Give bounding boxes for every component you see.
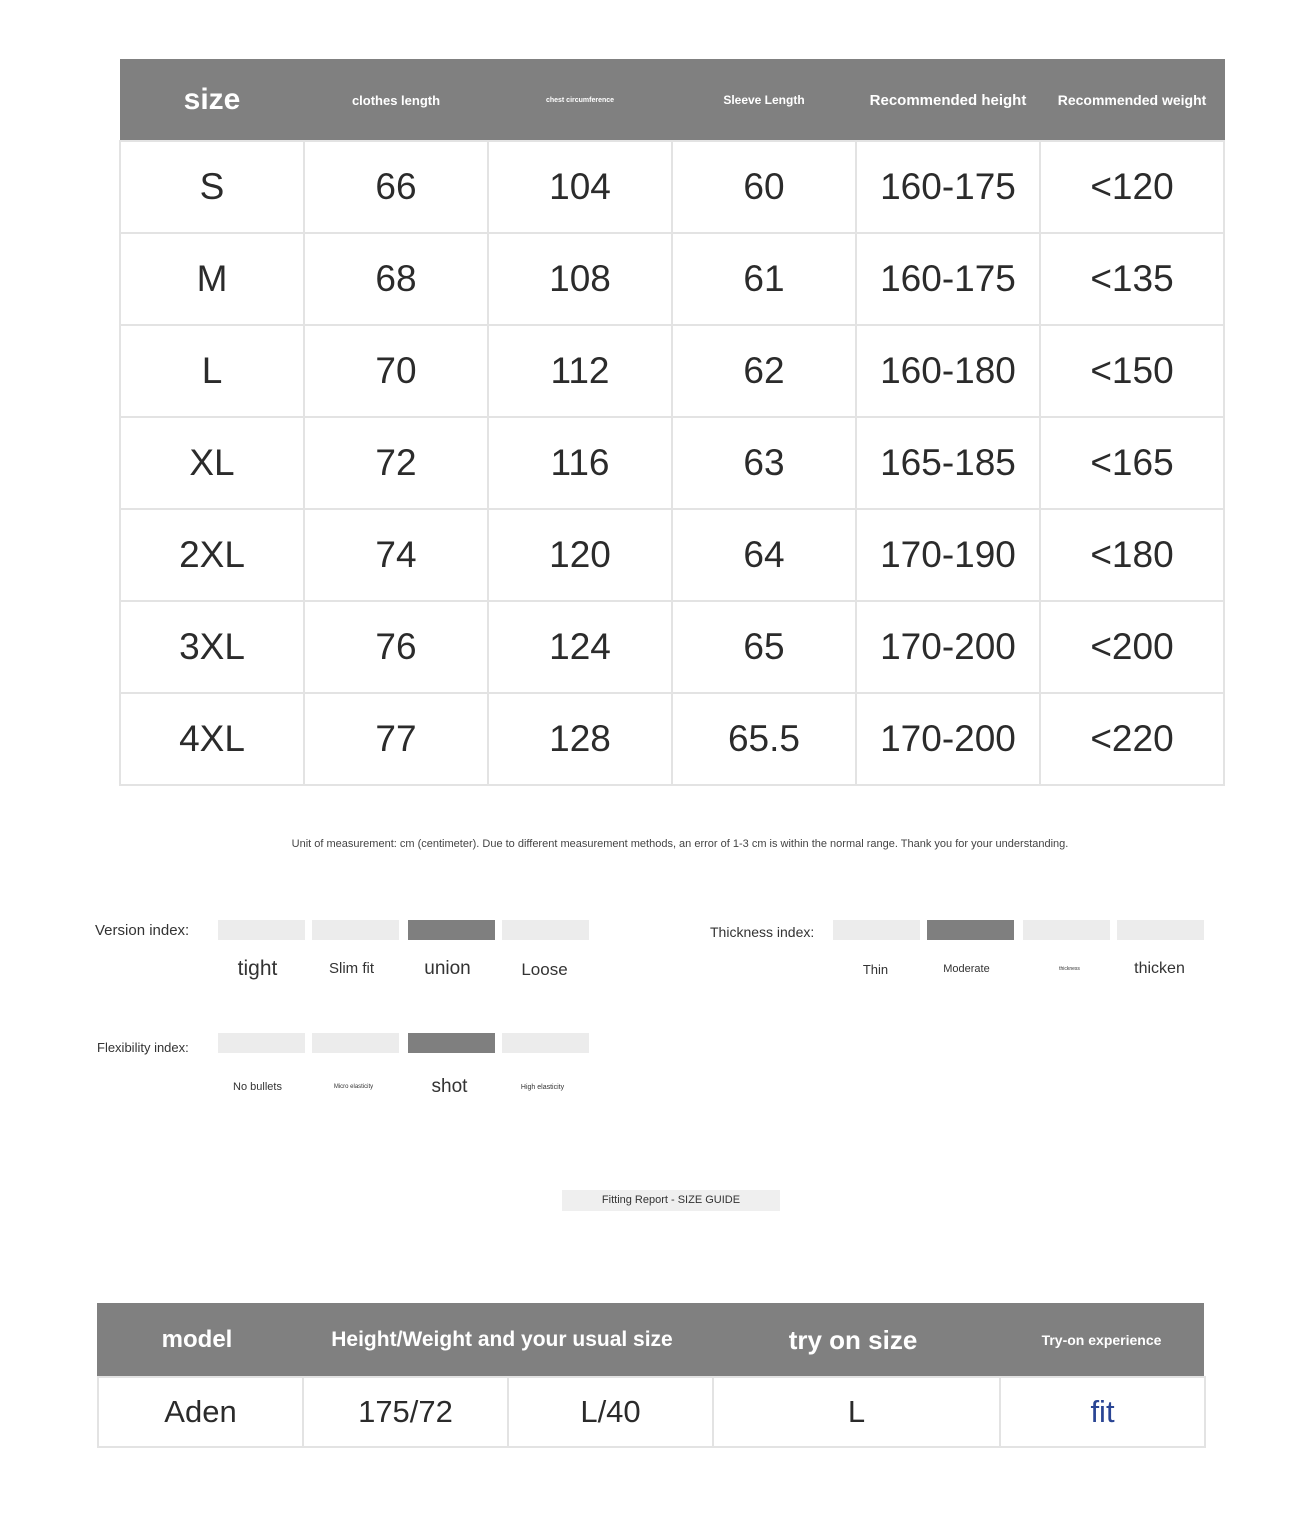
version-index-bar bbox=[408, 920, 495, 940]
fitting-report-table bbox=[97, 1376, 1206, 1448]
cell-weight: <220 bbox=[1040, 693, 1224, 785]
cell-length: 66 bbox=[304, 141, 488, 233]
flexibility-option-high-elasticity: High elasticity bbox=[520, 1084, 565, 1091]
cell-weight: <165 bbox=[1040, 417, 1224, 509]
table-row bbox=[120, 693, 1224, 785]
cell-sleeve: 65.5 bbox=[672, 693, 856, 785]
header-size: size bbox=[120, 60, 304, 142]
cell-length: 74 bbox=[304, 509, 488, 601]
header-recommended-height: Recommended height bbox=[856, 60, 1040, 142]
header-height-weight-usual-size: Height/Weight and your usual size bbox=[331, 1328, 673, 1351]
cell-sleeve: 63 bbox=[672, 417, 856, 509]
thickness-index-bar bbox=[927, 920, 1014, 940]
thickness-option-thicken: thicken bbox=[1134, 960, 1185, 977]
cell-height-weight: 175/72 bbox=[303, 1377, 508, 1447]
table-row bbox=[98, 1377, 1205, 1447]
cell-model-name: Aden bbox=[98, 1377, 303, 1447]
header-model: model bbox=[161, 1326, 233, 1353]
cell-height: 170-190 bbox=[856, 509, 1040, 601]
table-row bbox=[120, 325, 1224, 417]
cell-weight: <150 bbox=[1040, 325, 1224, 417]
size-chart-header-row bbox=[120, 60, 1224, 142]
table-row bbox=[120, 509, 1224, 601]
cell-sleeve: 60 bbox=[672, 141, 856, 233]
cell-size: S bbox=[120, 141, 304, 233]
table-row bbox=[120, 233, 1224, 325]
header-recommended-weight: Recommended weight bbox=[1040, 60, 1224, 142]
cell-height: 160-180 bbox=[856, 325, 1040, 417]
cell-weight: <200 bbox=[1040, 601, 1224, 693]
cell-size: XL bbox=[120, 417, 304, 509]
header-chest-circumference: chest circumference bbox=[488, 60, 672, 142]
cell-weight: <135 bbox=[1040, 233, 1224, 325]
thickness-index-bar bbox=[1023, 920, 1110, 940]
cell-size: M bbox=[120, 233, 304, 325]
version-index-bar bbox=[312, 920, 399, 940]
cell-chest: 124 bbox=[488, 601, 672, 693]
thickness-index-bar bbox=[1117, 920, 1204, 940]
cell-height: 165-185 bbox=[856, 417, 1040, 509]
cell-size: L bbox=[120, 325, 304, 417]
cell-size: 3XL bbox=[120, 601, 304, 693]
cell-sleeve: 65 bbox=[672, 601, 856, 693]
cell-chest: 104 bbox=[488, 141, 672, 233]
cell-height: 170-200 bbox=[856, 601, 1040, 693]
measurement-note: Unit of measurement: cm (centimeter). Due to different measurement methods, an error of 1-3 cm is within the normal range. Thank you for your understanding. bbox=[291, 838, 1069, 850]
cell-weight: <180 bbox=[1040, 509, 1224, 601]
version-index-label: Version index: bbox=[95, 922, 190, 939]
size-chart-table bbox=[119, 59, 1225, 786]
header-sleeve-length: Sleeve Length bbox=[672, 60, 856, 142]
flexibility-index-bar bbox=[502, 1033, 589, 1053]
cell-try-on-experience: fit bbox=[1000, 1377, 1205, 1447]
header-clothes-length: clothes length bbox=[304, 60, 488, 142]
version-option-loose: Loose bbox=[521, 960, 568, 979]
cell-length: 76 bbox=[304, 601, 488, 693]
header-try-on-experience: Try-on experience bbox=[1041, 1332, 1162, 1348]
thickness-option-moderate: Moderate bbox=[943, 963, 990, 975]
version-option-union: union bbox=[424, 958, 471, 979]
flexibility-option-shot: shot bbox=[431, 1076, 468, 1097]
cell-usual-size: L/40 bbox=[508, 1377, 713, 1447]
thickness-option-thin: Thin bbox=[862, 962, 889, 977]
cell-sleeve: 62 bbox=[672, 325, 856, 417]
header-try-on-size: try on size bbox=[788, 1325, 918, 1355]
cell-chest: 108 bbox=[488, 233, 672, 325]
cell-try-on-size: L bbox=[713, 1377, 1000, 1447]
cell-chest: 128 bbox=[488, 693, 672, 785]
table-row bbox=[120, 141, 1224, 233]
cell-length: 72 bbox=[304, 417, 488, 509]
flexibility-index-bar bbox=[218, 1033, 305, 1053]
fitting-report-header bbox=[97, 1303, 1204, 1377]
flexibility-option-no-bullets: No bullets bbox=[233, 1081, 282, 1093]
version-index-bar bbox=[502, 920, 589, 940]
cell-sleeve: 64 bbox=[672, 509, 856, 601]
thickness-option-thickness: thickness bbox=[1059, 966, 1080, 972]
cell-size: 4XL bbox=[120, 693, 304, 785]
flexibility-index-bar bbox=[408, 1033, 495, 1053]
cell-length: 70 bbox=[304, 325, 488, 417]
cell-chest: 116 bbox=[488, 417, 672, 509]
cell-height: 160-175 bbox=[856, 233, 1040, 325]
flexibility-option-micro-elasticity: Micro elasticity bbox=[333, 1084, 374, 1090]
flexibility-index-label: Flexibility index: bbox=[97, 1040, 189, 1055]
table-row bbox=[120, 417, 1224, 509]
cell-weight: <120 bbox=[1040, 141, 1224, 233]
version-option-tight: tight bbox=[237, 957, 278, 980]
cell-chest: 120 bbox=[488, 509, 672, 601]
thickness-index-bar bbox=[833, 920, 920, 940]
cell-chest: 112 bbox=[488, 325, 672, 417]
fitting-report-title: Fitting Report - SIZE GUIDE bbox=[562, 1190, 780, 1211]
version-option-slim-fit: Slim fit bbox=[329, 960, 374, 977]
cell-size: 2XL bbox=[120, 509, 304, 601]
cell-length: 68 bbox=[304, 233, 488, 325]
cell-length: 77 bbox=[304, 693, 488, 785]
thickness-index-label: Thickness index: bbox=[710, 924, 815, 940]
flexibility-index-bar bbox=[312, 1033, 399, 1053]
cell-sleeve: 61 bbox=[672, 233, 856, 325]
table-row bbox=[120, 601, 1224, 693]
cell-height: 170-200 bbox=[856, 693, 1040, 785]
version-index-bar bbox=[218, 920, 305, 940]
cell-height: 160-175 bbox=[856, 141, 1040, 233]
